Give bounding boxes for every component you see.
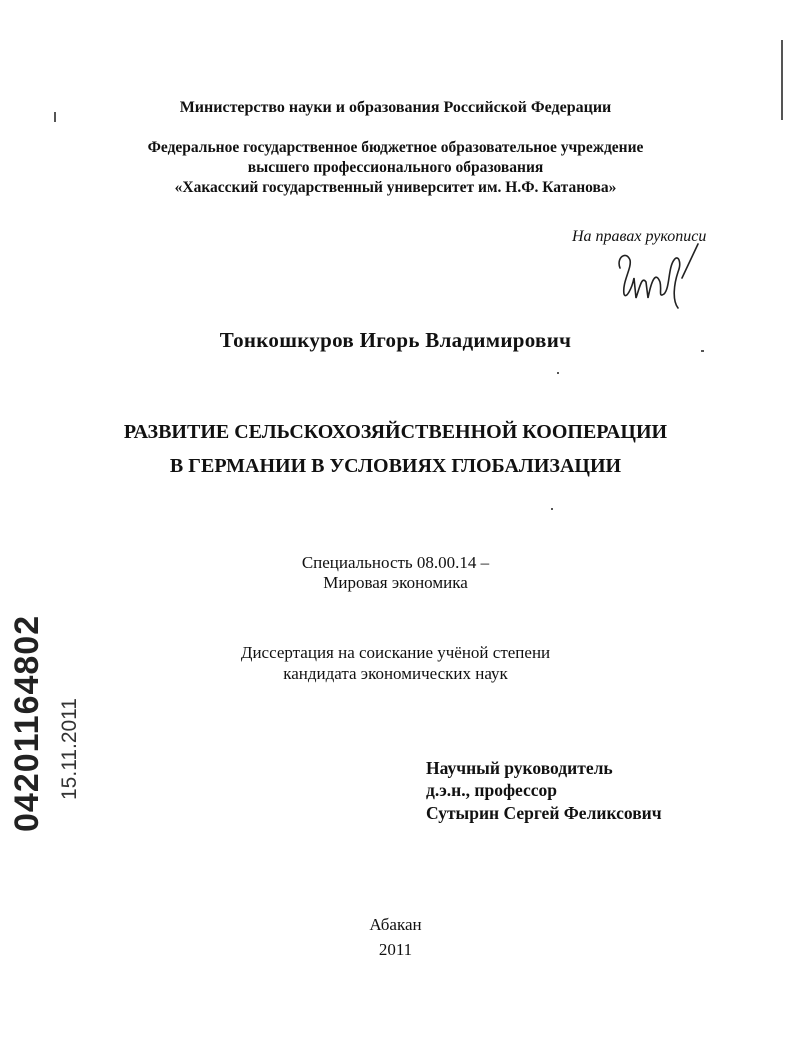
handwritten-signature	[612, 238, 702, 318]
archive-stamp-code: 04201164802	[8, 614, 46, 832]
city: Абакан	[369, 915, 422, 934]
manuscript-note: На правах рукописи	[572, 228, 707, 245]
institution-line-2: высшего профессионального образования	[247, 159, 544, 176]
advisor-name: Сутырин Сергей Феликсович	[426, 803, 662, 823]
institution-line-1: Федеральное государственное бюджетное образовательное учреждение	[147, 139, 644, 156]
advisor-role: Научный руководитель	[426, 758, 613, 778]
advisor-degree: д.э.н., профессор	[426, 780, 558, 800]
year: 2011	[378, 940, 413, 959]
specialty-line-2: Мировая экономика	[323, 573, 468, 592]
scan-speck	[54, 112, 56, 122]
scan-speck	[701, 350, 704, 352]
dissertation-line-1: Диссертация на соискание учёной степени	[240, 643, 551, 662]
specialty-line-1: Специальность 08.00.14 –	[301, 553, 490, 572]
scan-speck	[551, 508, 553, 510]
title-line-1: РАЗВИТИЕ СЕЛЬСКОХОЗЯЙСТВЕННОЙ КООПЕРАЦИИ	[123, 421, 668, 443]
dissertation-line-2: кандидата экономических наук	[283, 664, 508, 683]
archive-stamp-date: 15.11.2011	[58, 698, 81, 800]
ministry-heading: Министерство науки и образования Российской Федерации	[179, 99, 612, 116]
scan-speck	[557, 372, 559, 374]
title-line-2: В ГЕРМАНИИ В УСЛОВИЯХ ГЛОБАЛИЗАЦИИ	[169, 455, 622, 477]
author-name: Тонкошкуров Игорь Владимирович	[219, 328, 572, 352]
scan-speck	[781, 40, 783, 120]
institution-line-3: «Хакасский государственный университет им. Н.Ф. Катанова»	[174, 179, 617, 196]
